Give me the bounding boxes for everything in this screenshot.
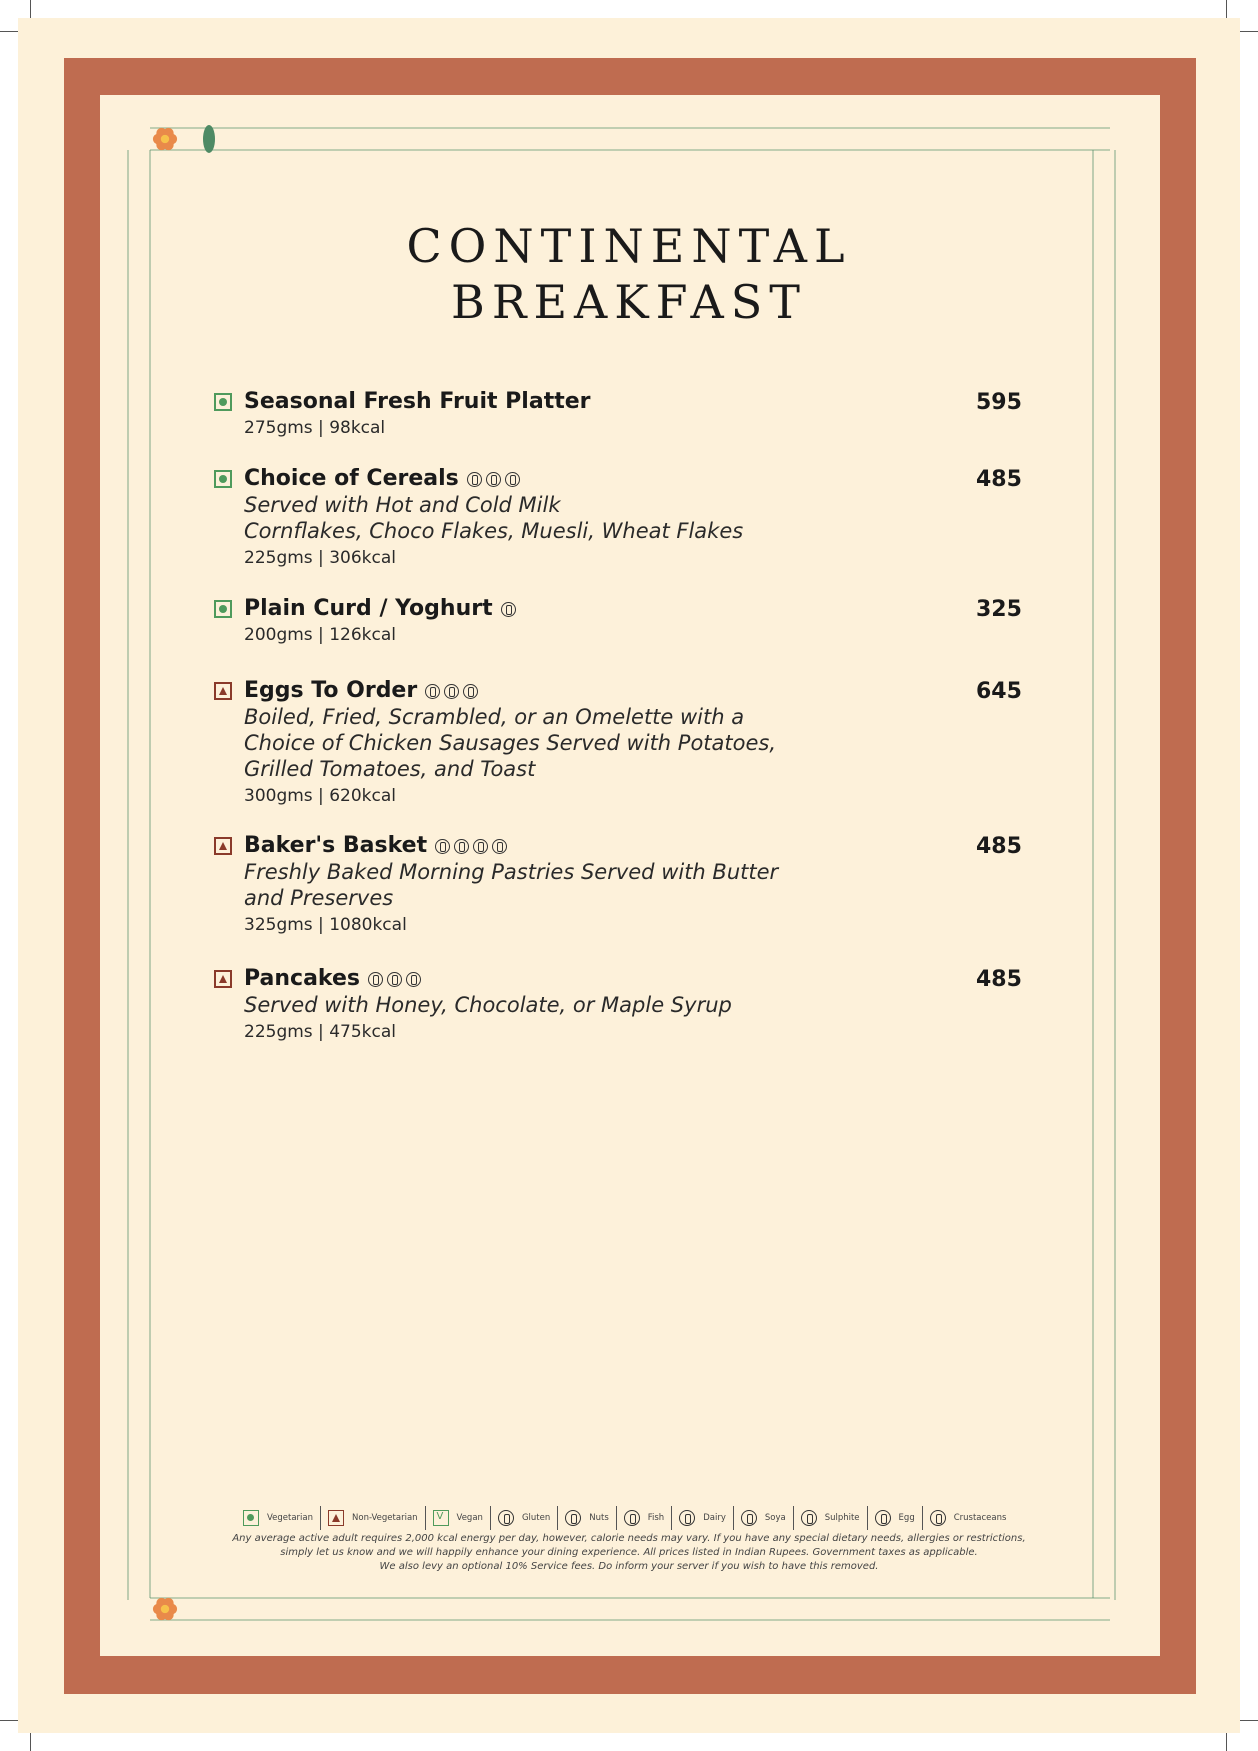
allergen-icons [368,965,425,993]
legend-label: Nuts [589,1513,609,1523]
item-name: Baker's Basket [244,832,511,860]
menu-title-line1: CONTINENTAL [406,219,852,273]
crustaceans-icon [930,1510,946,1526]
leaf-motif [203,125,215,153]
item-description: Freshly Baked Morning Pastries Served with Butter [244,860,779,884]
item-price: 595 [976,390,1022,415]
item-description: Grilled Tomatoes, and Toast [244,757,536,781]
legend-item [491,1506,558,1530]
item-meta: 275gms | 98kcal [244,418,386,438]
vegetarian-icon [214,393,232,411]
vegetarian-icon [243,1510,259,1526]
item-description: Served with Hot and Cold Milk [244,493,561,517]
legend-label: Crustaceans [953,1513,1007,1523]
gluten-icon [368,972,383,987]
egg-icon [406,972,421,987]
fish-icon [624,1510,640,1526]
nuts-icon [463,684,478,699]
menu-title-line2: BREAKFAST [451,275,807,329]
item-price: 485 [976,467,1022,492]
legend-item [558,1506,617,1530]
vegetarian-icon [214,600,232,618]
item-meta: 200gms | 126kcal [244,625,396,645]
dairy-icon [486,472,501,487]
legend-label: Vegetarian [267,1513,314,1523]
dairy-icon [454,839,469,854]
legend-label: Soya [764,1513,786,1523]
nuts-icon [473,839,488,854]
legend-item [617,1506,672,1530]
dairy-icon [387,972,402,987]
legend-label: Non-Vegetarian [352,1513,418,1523]
gluten-icon [498,1510,514,1526]
dietary-legend [236,1505,1026,1531]
nuts-icon [565,1510,581,1526]
sulphite-icon [801,1510,817,1526]
item-name: Seasonal Fresh Fruit Platter [244,389,591,414]
item-description: and Preserves [244,886,394,910]
item-price: 645 [976,679,1022,704]
vegan-icon [433,1510,449,1526]
item-price: 485 [976,967,1022,992]
soya-icon [741,1510,757,1526]
item-name: Plain Curd / Yoghurt [244,595,520,623]
item-price: 325 [976,597,1022,622]
vegetarian-icon [214,470,232,488]
gluten-icon [435,839,450,854]
legend-item [672,1506,734,1530]
item-description: Cornflakes, Choco Flakes, Muesli, Wheat Flakes [244,519,744,543]
legend-label: Dairy [703,1513,726,1523]
legend-item [868,1506,923,1530]
disclaimer-line: Any average active adult requires 2,000 kcal energy per day, however, calorie needs may vary. If you have any special dietary needs, allergies or restrictions, [232,1533,1026,1544]
allergen-icons [425,677,482,705]
nuts-icon [505,472,520,487]
allergen-icons [501,595,520,623]
item-meta: 225gms | 306kcal [244,548,396,568]
legend-label: Sulphite [824,1513,860,1523]
item-description: Served with Honey, Chocolate, or Maple Syrup [244,993,732,1017]
flower-motif [153,1598,177,1620]
legend-item [236,1506,321,1530]
dairy-icon [679,1510,695,1526]
item-name: Eggs To Order [244,677,482,705]
egg-icon [444,684,459,699]
gluten-icon [467,472,482,487]
legend-label: Fish [647,1513,665,1523]
legend-item [734,1506,794,1530]
egg-icon [492,839,507,854]
disclaimer-line: simply let us know and we will happily enhance your dining experience. All prices listed in Indian Rupees. Government taxes as applicable. [280,1547,978,1558]
legend-item [426,1506,491,1530]
item-meta: 300gms | 620kcal [244,786,396,806]
item-name: Choice of Cereals [244,465,524,493]
dairy-icon [501,602,516,617]
item-description: Choice of Chicken Sausages Served with Potatoes, [244,731,777,755]
allergen-icons [435,832,511,860]
gluten-icon [425,684,440,699]
legend-label: Gluten [521,1513,551,1523]
non-vegetarian-icon [214,682,232,700]
legend-label: Vegan [456,1513,483,1523]
item-meta: 325gms | 1080kcal [244,915,407,935]
non-vegetarian-icon [214,837,232,855]
item-name: Pancakes [244,965,425,993]
allergen-icons [467,465,524,493]
non-vegetarian-icon [214,970,232,988]
legend-label: Egg [898,1513,915,1523]
legend-item [321,1506,426,1530]
non-vegetarian-icon [328,1510,344,1526]
legend-item [794,1506,868,1530]
item-price: 485 [976,834,1022,859]
item-meta: 225gms | 475kcal [244,1022,396,1042]
disclaimer-line: We also levy an optional 10% Service fees. Do inform your server if you wish to have this removed. [379,1561,879,1572]
item-description: Boiled, Fried, Scrambled, or an Omelette with a [244,705,745,729]
egg-icon [875,1510,891,1526]
legend-item [923,1506,1014,1530]
flower-motif [153,128,177,150]
